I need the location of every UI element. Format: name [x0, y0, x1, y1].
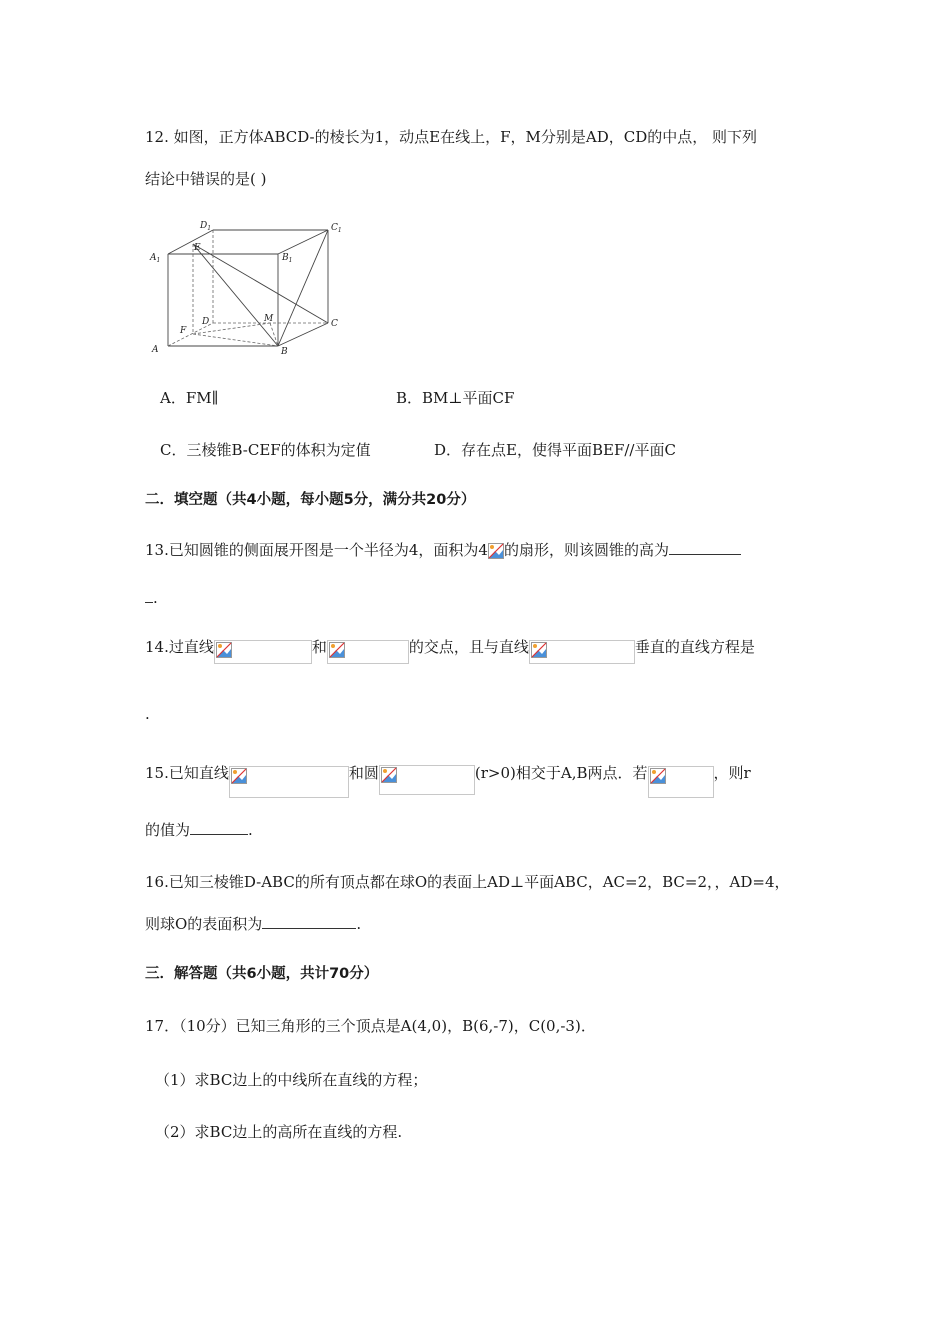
label-e: E	[194, 243, 201, 253]
q12-option-d: D．存在点E，使得平面BEF//平面C	[434, 441, 676, 459]
q16-answer-blank	[262, 914, 356, 929]
label-f: F	[180, 326, 187, 336]
broken-image-icon	[329, 642, 345, 658]
q15-text-3: (r>0)相交于A,B两点．若	[474, 764, 648, 782]
section3-heading: 三．解答题（共6小题，共计70分）	[145, 966, 379, 982]
q15-answer-blank	[190, 820, 248, 835]
broken-image-icon	[381, 767, 397, 783]
broken-image-icon	[488, 543, 504, 559]
q15-formula-image-1	[229, 766, 349, 798]
q13-line2	[145, 588, 158, 608]
broken-image-icon	[531, 642, 547, 658]
q15-formula-image-2	[379, 765, 475, 795]
q14-formula-image-2	[327, 640, 409, 664]
q14-text-4: 垂直的直线方程是	[634, 638, 755, 656]
q17-sub2: （2）求BC边上的高所在直线的方程.	[155, 1123, 403, 1141]
label-m: M	[264, 314, 274, 324]
label-a: A	[152, 345, 159, 355]
q16-text-2: 则球O的表面积为	[145, 915, 263, 933]
label-b1: $B_1$	[282, 253, 293, 264]
label-c1: $C_1$	[331, 223, 342, 234]
q16-line2	[145, 914, 361, 934]
q15-line	[145, 758, 751, 790]
section2-heading: 二．填空题（共4小题，每小题5分，满分共20分）	[145, 492, 476, 508]
q15-text-4: ，则r	[713, 764, 751, 782]
q13-period: .	[153, 589, 158, 607]
q14-period: .	[145, 705, 150, 723]
q12-line1: 12. 如图，正方体ABCD-的棱长为1，动点E在线上，F，M分别是AD，CD的中点， 则下列	[145, 128, 758, 146]
q15-text-2: 和圆	[348, 764, 379, 782]
q14-line	[145, 636, 755, 660]
label-d1: $D_1$	[200, 221, 212, 232]
q13-text-2: 的扇形，则该圆锥的高为	[503, 541, 669, 559]
q16-line1: 16.已知三棱锥D-ABC的所有顶点都在球O的表面上AD⊥平面ABC，AC=2，BC=2，，AD=4，	[145, 873, 790, 891]
q14-formula-image-3	[529, 640, 635, 664]
q15-text-5: 的值为	[145, 821, 191, 839]
label-d: D	[202, 317, 210, 327]
q15-line2	[145, 820, 253, 840]
q15-text-1: 15.已知直线	[145, 764, 229, 782]
broken-image-icon	[216, 642, 232, 658]
q13-answer-blank	[669, 540, 741, 555]
q12-option-c: C．三棱锥B-CEF的体积为定值	[160, 441, 371, 459]
q14-formula-image-1	[214, 640, 312, 664]
q13-answer-blank-cont	[145, 588, 153, 603]
label-c: C	[331, 319, 338, 329]
q15-formula-image-3	[648, 766, 714, 798]
q14-text-2: 和	[311, 638, 327, 656]
q13-text-1: 13.已知圆锥的侧面展开图是一个半径为4，面积为4	[145, 541, 488, 559]
broken-image-icon	[650, 768, 666, 784]
q14-text-3: 的交点，且与直线	[408, 638, 529, 656]
q12-line2: 结论中错误的是( )	[145, 170, 267, 188]
cube-figure	[148, 218, 348, 358]
q17-line1: 17．（10分）已知三角形的三个顶点是A(4,0)，B(6,-7)，C(0,-3)．	[145, 1017, 596, 1035]
label-b: B	[281, 347, 288, 357]
label-a1: $A_1$	[150, 253, 161, 264]
broken-image-icon	[231, 768, 247, 784]
q12-option-a: A．FM∥	[160, 389, 219, 407]
q14-text-1: 14.过直线	[145, 638, 214, 656]
q13-line	[145, 540, 741, 560]
q16-period: .	[356, 915, 362, 933]
q15-period: .	[248, 821, 253, 839]
q17-sub1: （1）求BC边上的中线所在直线的方程；	[155, 1071, 428, 1089]
q12-option-b: B．BM⊥平面CF	[396, 389, 515, 407]
